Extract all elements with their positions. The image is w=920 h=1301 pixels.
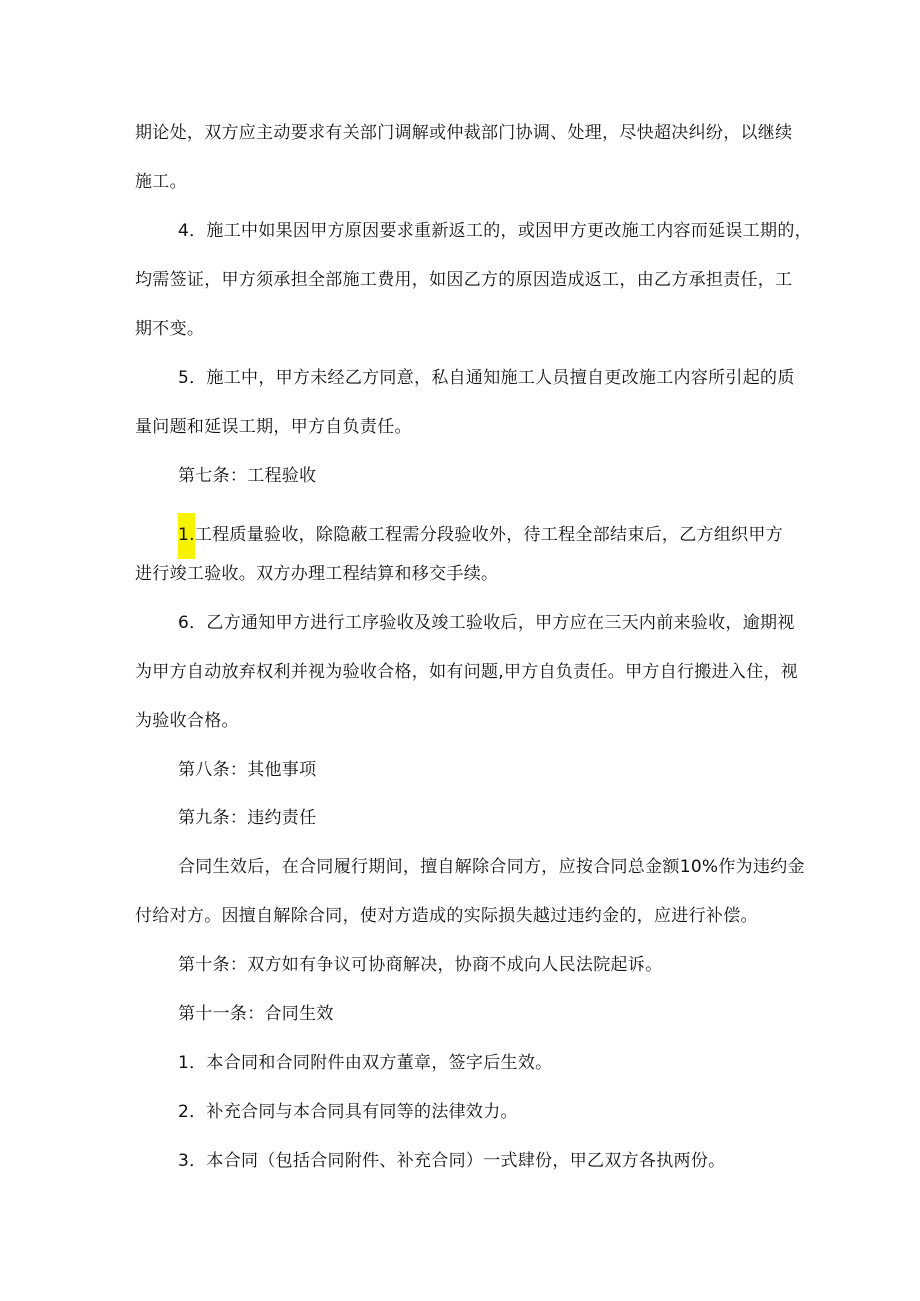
paragraph-line xyxy=(135,904,758,928)
line-text: 第十一条：合同生效 xyxy=(178,1004,334,1024)
clause-5-line xyxy=(178,366,795,390)
line-text: ．施工中，甲方未经乙方同意，私自通知施工人员擅自更改施工内容所引起的质 xyxy=(189,368,795,388)
clause-number: 3 xyxy=(178,1151,190,1171)
line-text: 工程质量验收，除隐蔽工程需分段验收外，待工程全部结束后，乙方组织甲方 xyxy=(194,525,784,545)
line-text: 为验收合格。 xyxy=(135,711,239,731)
line-text: 第八条：其他事项 xyxy=(178,760,317,780)
paragraph-line xyxy=(135,121,792,145)
clause-number: 2 xyxy=(178,1102,190,1122)
clause-6-line xyxy=(178,611,795,635)
line-text: 第九条：违约责任 xyxy=(178,808,317,828)
article-8-heading xyxy=(178,758,316,782)
paragraph-line xyxy=(135,317,204,341)
paragraph-line xyxy=(135,562,498,586)
line-text: ．补充合同与本合同具有同等的法律效力。 xyxy=(189,1102,518,1122)
clause-number: 6 xyxy=(178,613,190,633)
paragraph-line xyxy=(178,855,805,879)
highlighted-clause-number: 1. xyxy=(178,513,195,559)
line-text: 进行竣工验收。双方办理工程结算和移交手续。 xyxy=(135,564,499,584)
article-7-heading xyxy=(178,464,316,488)
line-text: ．乙方通知甲方进行工序验收及竣工验收后，甲方应在三天内前来验收，逾期视 xyxy=(189,613,795,633)
line-text: 合同生效后，在合同履行期间，擅自解除合同方，应按合同总金额10%作为违约金 xyxy=(178,857,805,877)
clause-1-line xyxy=(178,513,783,559)
line-text: ．本合同（包括合同附件、补充合同）一式肆份，甲乙双方各执两份。 xyxy=(189,1151,726,1171)
paragraph-line xyxy=(135,170,187,194)
paragraph-line xyxy=(135,709,239,733)
clause-number: 5 xyxy=(178,368,190,388)
line-text: 施工。 xyxy=(135,172,187,192)
line-text: 为甲方自动放弃权利并视为验收合格，如有问题,甲方自负责任。甲方自行搬进入住，视 xyxy=(135,662,799,682)
article-11-heading xyxy=(178,1002,334,1026)
line-text: ．施工中如果因甲方原因要求重新返工的，或因甲方更改施工内容而延误工期的， xyxy=(189,221,812,241)
line-text: 期论处，双方应主动要求有关部门调解或仲裁部门协调、处理，尽快超决纠纷，以继续 xyxy=(135,123,793,143)
article-9-heading xyxy=(178,806,316,830)
clause-4-line xyxy=(178,219,812,243)
line-text: 均需签证，甲方须承担全部施工费用，如因乙方的原因造成返工，由乙方承担责任，工 xyxy=(135,270,793,290)
clause-2-line xyxy=(178,1100,518,1124)
line-text: 第十条：双方如有争议可协商解决，协商不成向人民法院起诉。 xyxy=(178,955,663,975)
line-text: 期不变。 xyxy=(135,319,205,339)
article-10-line xyxy=(178,953,662,977)
line-text: 付给对方。因擅自解除合同，使对方造成的实际损失越过违约金的，应进行补偿。 xyxy=(135,906,758,926)
paragraph-line xyxy=(135,415,412,439)
clause-1-line xyxy=(178,1051,552,1075)
line-text: 量问题和延误工期，甲方自负责任。 xyxy=(135,417,412,437)
paragraph-line xyxy=(135,660,798,684)
line-text: ．本合同和合同附件由双方董章，签字后生效。 xyxy=(189,1053,553,1073)
clause-number: 1 xyxy=(178,1053,190,1073)
clause-number: 4 xyxy=(178,221,190,241)
line-text: 第七条：工程验收 xyxy=(178,466,317,486)
clause-3-line xyxy=(178,1149,725,1173)
paragraph-line xyxy=(135,268,792,292)
